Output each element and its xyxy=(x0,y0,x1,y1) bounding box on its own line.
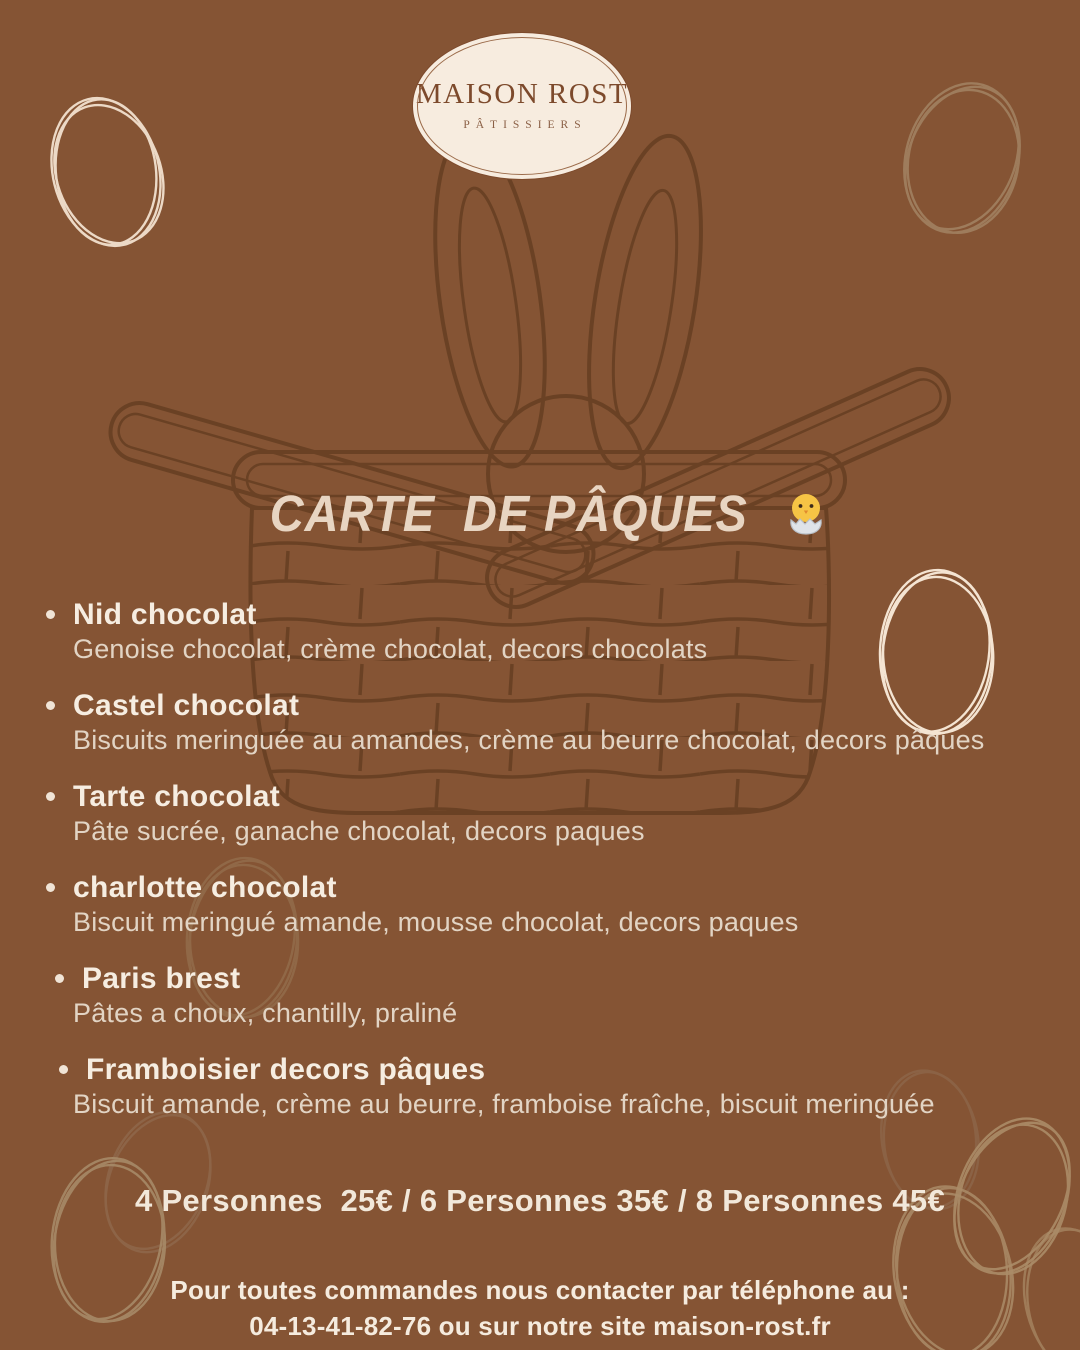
contact-line-2: 04-13-41-82-76 ou sur notre site maison-rost.fr xyxy=(249,1311,831,1341)
menu-item-description: Biscuit amande, crème au beurre, framboise fraîche, biscuit meringuée xyxy=(73,1089,935,1119)
page-title-row xyxy=(0,484,1080,542)
list-item xyxy=(44,1052,1054,1121)
menu-item-name: Framboisier decors pâques xyxy=(44,1052,1054,1087)
page-title: CARTE DE PÂQUES xyxy=(270,484,748,542)
list-item xyxy=(44,779,1054,848)
pricing-line: 4 Personnes 25€ / 6 Personnes 35€ / 8 Personnes 45€ xyxy=(135,1183,945,1218)
brand-logo xyxy=(412,32,632,180)
contact-line-1: Pour toutes commandes nous contacter par téléphone au : xyxy=(170,1275,910,1305)
menu-item-name: Paris brest xyxy=(44,961,1054,996)
menu-item-description: Pâtes a choux, chantilly, praliné xyxy=(73,998,458,1028)
list-item xyxy=(44,870,1054,939)
contact-block xyxy=(0,1272,1080,1344)
menu-item-name: Castel chocolat xyxy=(44,688,1054,723)
hatching-chick-icon xyxy=(781,489,831,539)
menu-item-name: Tarte chocolat xyxy=(44,779,1054,814)
menu-item-description: Pâte sucrée, ganache chocolat, decors paques xyxy=(73,816,645,846)
menu-item-name: charlotte chocolat xyxy=(44,870,1054,905)
menu-item-description: Biscuits meringuée au amandes, crème au beurre chocolat, decors pâques xyxy=(73,725,985,755)
easter-menu-list xyxy=(44,597,1054,1143)
brand-name: MAISON ROST xyxy=(415,78,629,111)
menu-item-description: Biscuit meringué amande, mousse chocolat, decors paques xyxy=(73,907,799,937)
list-item xyxy=(44,961,1054,1030)
egg-sketch-top-right xyxy=(881,64,1045,252)
egg-sketch-top-left xyxy=(30,81,184,263)
brand-tagline: PÂTISSIERS xyxy=(463,119,587,132)
list-item xyxy=(44,597,1054,666)
list-item xyxy=(44,688,1054,757)
menu-item-description: Genoise chocolat, crème chocolat, decors chocolats xyxy=(73,634,708,664)
menu-item-name: Nid chocolat xyxy=(44,597,1054,632)
